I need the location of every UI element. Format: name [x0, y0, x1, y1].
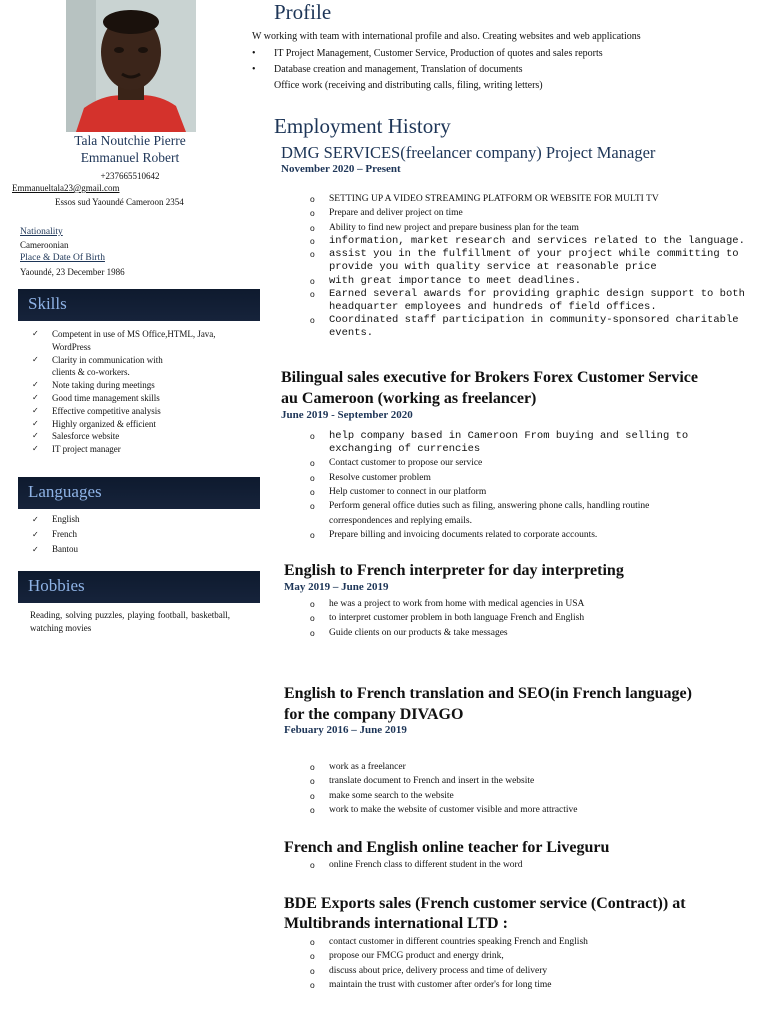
job-title: DMG SERVICES(freelancer company) Project Manager	[281, 143, 656, 162]
languages-header	[18, 477, 260, 509]
job-title-cont: Multibrands international LTD :	[284, 915, 508, 932]
skills-header	[18, 289, 260, 321]
hobbies-text: Reading, solving puzzles, playing football, basketball, watching movies	[30, 610, 230, 633]
nationality-label: Nationality	[20, 227, 63, 237]
skill-item: ✓ IT project manager	[32, 443, 216, 456]
duty-item: o Prepare billing and invoicing documents related to corporate accounts.	[310, 528, 740, 542]
duty-item: o Perform general office duties such as filing, answering phone calls, handling routine correspondences and replying emails.	[310, 499, 650, 528]
languages-title: Languages	[28, 482, 102, 501]
job-duties	[310, 935, 750, 992]
job-duties	[310, 760, 750, 817]
profile-title: Profile	[274, 0, 332, 24]
profile-photo	[66, 0, 196, 132]
duty-item: o to interpret customer problem in both language French and English	[310, 611, 750, 625]
duty-item: o translate document to French and insert in the website	[310, 774, 750, 788]
job-dates: June 2019 - September 2020	[281, 409, 413, 421]
job-title-cont: for the company DIVAGO	[284, 706, 464, 723]
duty-item: o maintain the trust with customer after order's for long time	[310, 978, 750, 992]
job-duties	[310, 858, 750, 872]
duty-item: o online French class to different student in the word	[310, 858, 750, 872]
profile-bullet: IT Project Management, Customer Service, Production of quotes and sales reports	[274, 48, 603, 59]
phone: +237665510642	[100, 171, 160, 181]
job-title: BDE Exports sales (French customer service (Contract)) at	[284, 895, 686, 912]
language-item: ✓ Bantou	[32, 542, 80, 557]
profile-bullet-mark: •	[252, 64, 256, 75]
skill-item: ✓ Salesforce website	[32, 430, 216, 443]
job-title: English to French translation and SEO(in French language)	[284, 685, 692, 702]
job-title: English to French interpreter for day interpreting	[284, 562, 624, 579]
name-line-2: Emmanuel Robert	[80, 150, 180, 165]
language-item: ✓ French	[32, 527, 80, 542]
duty-item: o discuss about price, delivery process and time of delivery	[310, 964, 750, 978]
job-title-cont: au Cameroon (working as freelancer)	[281, 390, 537, 407]
nationality-value: Cameroonian	[20, 240, 69, 250]
address: Essos sud Yaoundé Cameroon 2354	[55, 197, 184, 207]
profile-intro: W working with team with international profile and also. Creating websites and web applications	[252, 31, 641, 42]
duty-item: o Ability to find new project and prepare business plan for the team	[310, 221, 750, 235]
skills-list	[32, 328, 216, 456]
duty-item: o work as a freelancer	[310, 760, 750, 774]
hobbies-title: Hobbies	[28, 576, 85, 595]
skill-item: ✓ Note taking during meetings	[32, 379, 216, 392]
duty-item: o with great importance to meet deadlines.	[310, 275, 750, 288]
duty-item: o Help customer to connect in our platform	[310, 485, 740, 499]
birth-value: Yaoundé, 23 December 1986	[20, 267, 125, 277]
employment-title: Employment History	[274, 114, 451, 138]
hobbies-header	[18, 571, 260, 603]
job-duties	[310, 430, 740, 542]
duty-item: o Guide clients on our products & take messages	[310, 626, 750, 640]
profile-bullet: Database creation and management, Translation of documents	[274, 64, 523, 75]
duty-item: o Contact customer to propose our service	[310, 456, 740, 470]
skills-title: Skills	[28, 294, 67, 313]
duty-item: o contact customer in different countries speaking French and English	[310, 935, 750, 949]
duty-item: o SETTING UP A VIDEO STREAMING PLATFORM OR WEBSITE FOR MULTI TV	[310, 192, 750, 206]
duty-item: o Resolve customer problem	[310, 471, 740, 485]
duty-item: o propose our FMCG product and energy drink,	[310, 949, 750, 963]
profile-extra: Office work (receiving and distributing calls, filing, writing letters)	[274, 80, 543, 91]
profile-bullet-mark: •	[252, 48, 256, 59]
skill-item-cont: clients & co-workers.	[52, 367, 130, 378]
duty-item: o work to make the website of customer visible and more attractive	[310, 803, 750, 817]
languages-list	[32, 512, 80, 557]
duty-item: o help company based in Cameroon From buying and selling to exchanging of currencies	[310, 430, 740, 456]
job-dates: May 2019 – June 2019	[284, 581, 389, 593]
language-item: ✓ English	[32, 512, 80, 527]
birth-label: Place & Date Of Birth	[20, 253, 105, 263]
skill-item-cont: WordPress	[52, 341, 91, 352]
job-title: Bilingual sales executive for Brokers Forex Customer Service	[281, 369, 698, 386]
job-duties	[310, 597, 750, 640]
duty-item: o assist you in the fulfillment of your project while committing to provide you with quality service at reasonable price	[310, 248, 750, 274]
duty-item: o Prepare and deliver project on time	[310, 206, 750, 220]
skill-item: ✓ Highly organized & efficient	[32, 418, 216, 431]
duty-item: o Earned several awards for providing graphic design support to both headquarter employees and hundreds of field offices.	[310, 288, 750, 314]
name-line-1: Tala Noutchie Pierre	[74, 133, 186, 148]
job-duties	[310, 192, 750, 341]
skill-item: ✓ Good time management skills	[32, 392, 216, 405]
duty-item: o he was a project to work from home with medical agencies in USA	[310, 597, 750, 611]
skill-item: ✓ Clarity in communication with	[32, 354, 216, 367]
job-dates: November 2020 – Present	[281, 163, 401, 175]
job-title: French and English online teacher for Liveguru	[284, 839, 610, 856]
duty-item: o Coordinated staff participation in community-sponsored charitable events.	[310, 314, 750, 340]
skill-item: ✓ Competent in use of MS Office,HTML, Java,	[32, 328, 216, 341]
job-dates: Febuary 2016 – June 2019	[284, 724, 407, 736]
email-link[interactable]: Emmanueltala23@gmail.com	[12, 183, 120, 193]
duty-item: o information, market research and services related to the language.	[310, 235, 750, 248]
duty-item: o make some search to the website	[310, 789, 750, 803]
skill-item: ✓ Effective competitive analysis	[32, 405, 216, 418]
